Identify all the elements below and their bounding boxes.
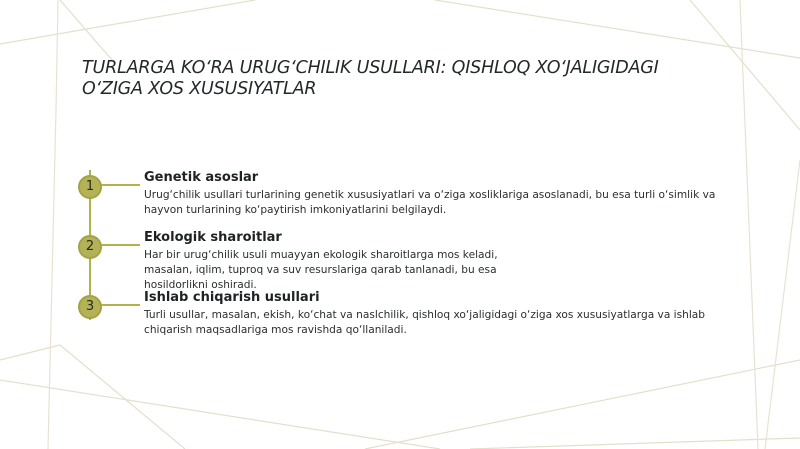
- step-1-heading: Genetik asoslar: [144, 170, 259, 185]
- bg-line: [60, 0, 112, 60]
- bg-line: [765, 160, 800, 449]
- bg-line: [740, 0, 758, 449]
- step-2-number-badge: 2: [78, 235, 102, 259]
- bg-line: [0, 380, 440, 449]
- bg-line: [48, 110, 56, 449]
- bg-line: [0, 0, 255, 44]
- bg-line: [365, 360, 800, 449]
- step-3-description: Turli usullar, masalan, ekish, ko‘chat va naslchilik, qishloq xo‘jaligidagi o‘ziga xos xususiyatlarga va ishlab chiqarish maqsadlariga mos ravishda qo‘llaniladi.: [144, 309, 706, 336]
- step-2-heading: Ekologik sharoitlar: [144, 230, 282, 245]
- step-3-heading: Ishlab chiqarish usullari: [144, 290, 320, 305]
- step-2-description: Har bir urug‘chilik usuli muayyan ekologik sharoitlarga mos keladi, masalan, iqlim, tuproq va suv resurslariga qarab tanlanadi, bu esa hosildorlikni oshiradi.: [144, 249, 498, 291]
- slide-title: TURLARGA KO‘RA URUG‘CHILIK USULLARI: QISHLOQ XO‘JALIGIDAGI O‘ZIGA XOS XUSUSIYATLAR: [82, 58, 659, 99]
- bg-line: [60, 345, 185, 449]
- step-3-number-badge: 3: [78, 295, 102, 319]
- step-3: [144, 290, 734, 338]
- bg-line: [470, 438, 800, 449]
- step-2: [144, 230, 514, 293]
- bg-line: [56, 0, 58, 110]
- step-1-number-badge: 1: [78, 175, 102, 199]
- step-1-description: Urug‘chilik usullari turlarining genetik xususiyatlari va o‘ziga xosliklariga asoslanadi, bu esa turli o‘simlik va hayvon turlarining ko‘paytirish imkoniyatlarini belgilaydi.: [144, 189, 716, 216]
- bg-line: [435, 0, 800, 58]
- step-1: [144, 170, 744, 218]
